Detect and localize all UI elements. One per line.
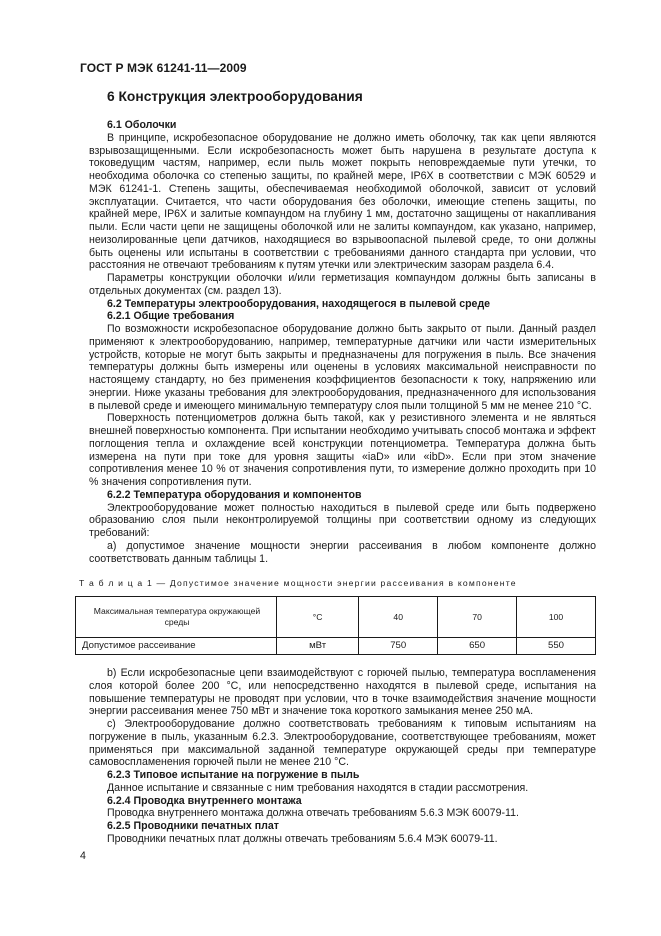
section-6-1-paragraph-2: Параметры конструкции оболочки и/или герметизация компаундом должны быть записаны в отдельных документах (см. раздел 13). (89, 272, 596, 297)
section-6-2-2-item-c: с) Электрооборудование должно соответствовать требованиям к типовым испытаниям на погружение в пыль, указанным 6.2.3. Электрооборудование, соответствующее требованиям, может применяться при максимальной заданной температуре окружающей среды при температуре самовоспламенения горючей пыли не менее 210 °С. (89, 718, 596, 769)
table-cell: 650 (438, 638, 517, 655)
table-1-caption: Т а б л и ц а 1 — Допустимое значение мощности энергии рассеивания в компоненте (79, 578, 517, 589)
table-header-cell: °С (277, 597, 359, 638)
section-6-2-2-paragraph-1: Электрооборудование может полностью находиться в пылевой среде или быть подвержено образованию слоя пыли неконтролируемой толщины при соответствии одному из следующих требований: (89, 501, 596, 539)
section-6-2-1-paragraph-2: Поверхность потенциометров должна быть такой, как у резистивного элемента и не являться внешней поверхностью компонента. При испытании необходимо учитывать способ монтажа и эффект поглощения тепла и охлаждение всей конструкции потенциометра. Температура должна быть измерена на пути при токе для уровня защиты «iaD» или «ibD». Если при этом значение сопротивления менее 10 % от значения сопротивления пути, то измерение должно проходить при 10 % значения сопротивления пути. (89, 412, 596, 488)
section-6-1-paragraph-1: В принципе, искробезопасное оборудование не должно иметь оболочку, так как цепи являются взрывозащищенными. Если искробезопасность может быть нарушена в результате доступа к токоведущим частям, например, если пыль может покрыть неповреждаемые пути утечки, то необходима оболочка со степенью защиты, по крайней мере, IP6X в соответствии с МЭК 60529 и МЭК 61241-1. Степень защиты, обеспечиваемая необходимой оболочкой, зависит от условий эксплуатации. Считается, что части оборудования без оболочки, имеющие степень защиты, по крайней мере, IP6X и залитые компаундом на глубину 1 мм, достаточно защищены от накапливания пыли. Если части цепи не защищены оболочкой или не залиты компаундом, как указано, например, неизолированные цепи датчиков, находящиеся во взрывоопасной пылевой среде, то они должны быть оценены или испытаны в соответствии с требованиями данного стандарта при условии, что расстояния не отвечают требованиям к путям утечки или электрическим зазорам раздела 6.4. (89, 131, 596, 272)
section-6-2-5-paragraph: Проводники печатных плат должны отвечать требованиям 5.6.4 МЭК 60079-11. (107, 832, 498, 845)
table-cell: Допустимое рассеивание (76, 638, 277, 655)
table-cell: 750 (359, 638, 438, 655)
section-6-2-title: 6.2 Температуры электрооборудования, находящегося в пылевой среде (107, 297, 491, 310)
section-6-2-4-title: 6.2.4 Проводка внутреннего монтажа (107, 794, 302, 807)
section-6-2-3-paragraph: Данное испытание и связанные с ним требования находятся в стадии рассмотрения. (107, 781, 529, 794)
section-6-title: 6 Конструкция электрооборудования (107, 89, 363, 104)
section-6-2-1-paragraph-1: По возможности искробезопасное оборудование должно быть закрыто от пыли. Данный раздел применяют к электрооборудованию, например, температурные датчики или части измерительных устройств, которые не могут быть закрыты и предназначены для погружения в пыль. Все значения температуры должны быть измерены или оценены в условиях максимальной неисправности по настоящему стандарту, но без применения коэффициентов безопасности к току, напряжению или энергии. Ниже указаны требования для электрооборудования, предназначенного для использования в пылевой среде и имеющего минимальную температуру слоя пыли толщиной 5 мм не менее 210 °С. (89, 323, 596, 412)
section-6-2-4-paragraph: Проводка внутреннего монтажа должна отвечать требованиям 5.6.3 МЭК 60079-11. (107, 807, 519, 820)
table-header-cell: 40 (359, 597, 438, 638)
document-code-header: ГОСТ Р МЭК 61241-11—2009 (80, 61, 247, 75)
section-6-2-5-title: 6.2.5 Проводники печатных плат (107, 820, 279, 832)
table-header-cell: 100 (517, 597, 596, 638)
page-number: 4 (80, 850, 86, 862)
section-6-2-2-title: 6.2.2 Температура оборудования и компонентов (107, 488, 362, 501)
after-table-block (89, 667, 596, 846)
table-header-row (76, 597, 596, 638)
section-6-1-title: 6.1 Оболочки (107, 119, 177, 131)
section-6-2-2-item-a: а) допустимое значение мощности энергии рассеивания в любом компоненте должно соответствовать данным таблицы 1. (89, 539, 596, 565)
table-header-cell: Максимальная температура окружающей среды (76, 597, 277, 638)
section-6-2-3-title: 6.2.3 Типовое испытание на погружение в пыль (107, 769, 360, 781)
table-row (76, 638, 596, 655)
table-1 (75, 596, 596, 655)
table-header-cell: 70 (438, 597, 517, 638)
section-6-2-2-item-b: b) Если искробезопасные цепи взаимодействуют с горючей пылью, температура воспламенения слоя которой более 200 °С, или непосредственно находятся в пылевой среде, испытания на повышение температуры не проводят при условии, что в точке взаимодействия значение мощности энергии рассеивания менее 750 мВт и значение тока короткого замыкания менее 250 мА. (89, 667, 596, 718)
section-6-2-1-title: 6.2.1 Общие требования (107, 310, 235, 323)
page-content (79, 89, 596, 846)
table-cell: 550 (517, 638, 596, 655)
table-cell: мВт (277, 638, 359, 655)
